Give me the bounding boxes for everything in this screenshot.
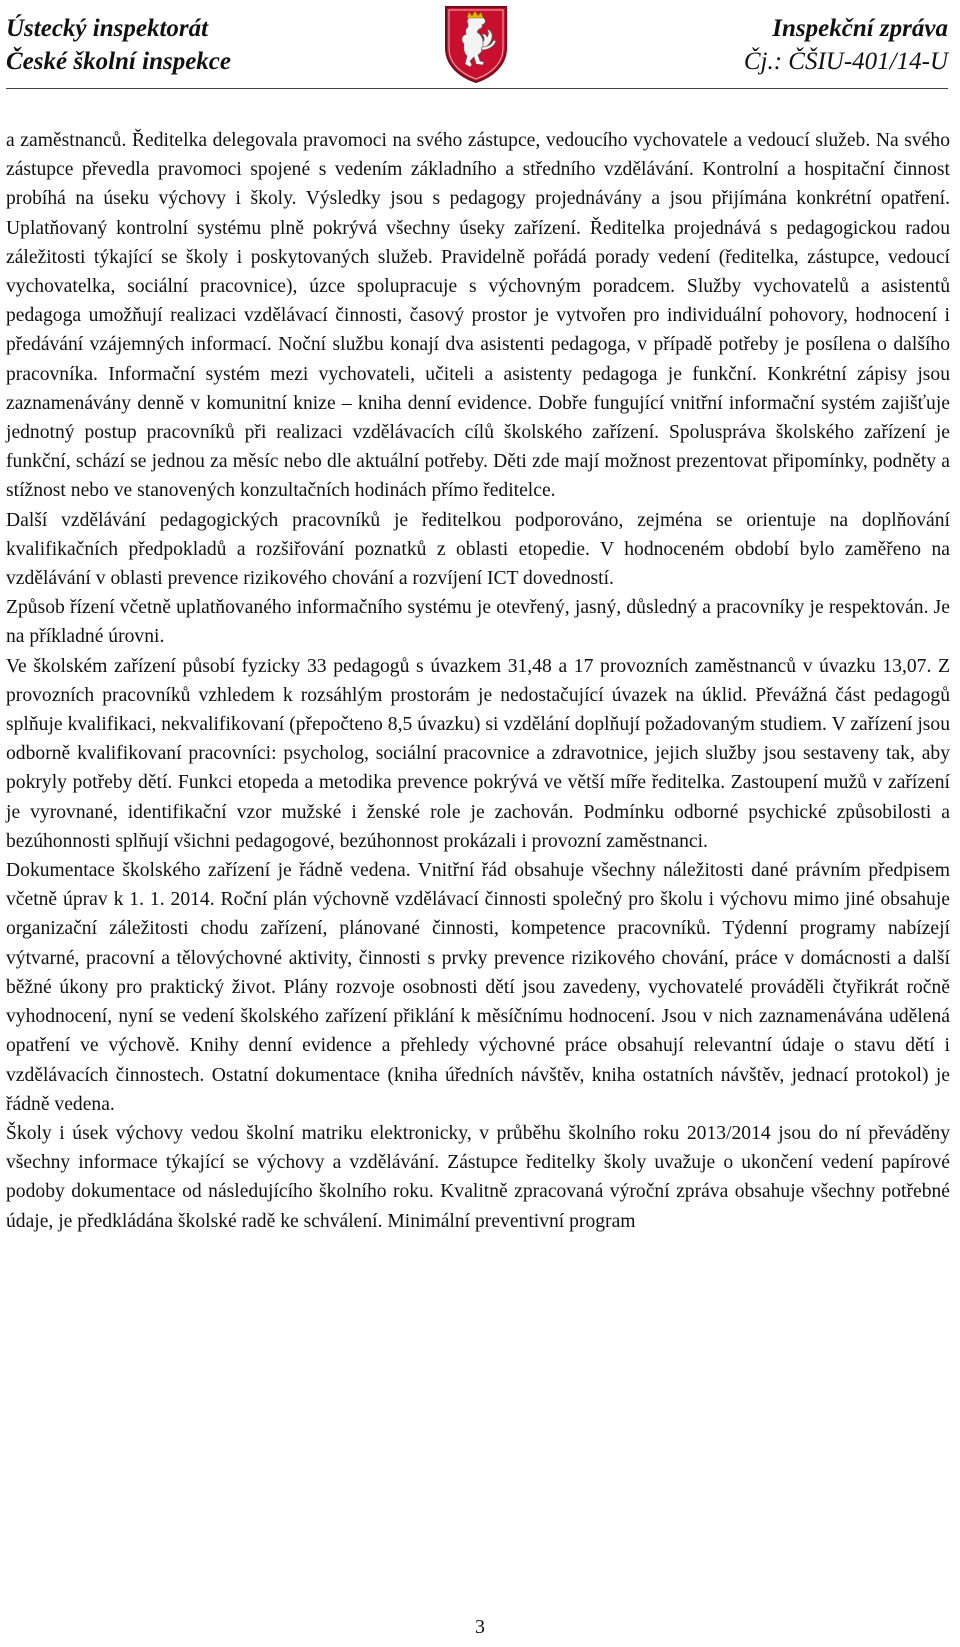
- page-header: [0, 0, 960, 86]
- report-body: [6, 126, 950, 1236]
- report-info: [744, 12, 948, 78]
- reference-number: Čj.: ČŠIU-401/14-U: [743, 48, 948, 75]
- paragraph: Způsob řízení včetně uplatňovaného informačního systému je otevřený, jasný, důsledný a pracovníky je respektován. Je na příkladné úrovni.: [6, 597, 950, 648]
- inspectorate-line1: Ústecký inspektorát: [6, 15, 209, 42]
- paragraph: a zaměstnanců. Ředitelka delegovala pravomoci na svého zástupce, vedoucího vychovatele a vedoucí služeb. Na svého zástupce převedla pravomoci spojené s vedením základního a středního vzdělávání. Kontrolní a hospitační činnost probíhá na úseku výchovy i školy. Výsledky jsou s pedagogy projednávány a jsou přijímána konkrétní opatření. Uplatňovaný kontrolní systému plně pokrývá všechny úseky zařízení. Ředitelka projednává s pedagogickou radou záležitosti týkající se školy i poskytovaných služeb. Pravidelně pořádá porady vedení (ředitelka, zástupce, vedoucí vychovatelka, sociální pracovnice), úzce spolupracuje s výchovným poradcem. Služby vychovatelů a asistentů pedagoga umožňují realizaci vzdělávací činnosti, časový prostor je vytvořen pro individuální pohovory, hodnocení i předávání vzájemných informací. Noční službu konají dva asistenti pedagoga, v případě potřeby je posílena o dalšího pracovníka. Informační systém mezi vychovateli, učiteli a asistenty pedagoga je funkční. Konkrétní zápisy jsou zaznamenávány denně v komunitní knize – kniha denní evidence. Dobře fungující vnitřní informační systém zajišťuje jednotný postup pracovníků při realizaci vzdělávacích cílů školského zařízení. Spolusprávа školského zařízení je funkční, schází se jednou za měsíc nebo dle aktuální potřeby. Děti zde mají možnost prezentovat připomínky, podněty a stížnost nebo ve stanovených konzultačních hodinách přímo ředitelce.: [6, 130, 950, 502]
- paragraph: Ve školském zařízení působí fyzicky 33 pedagogů s úvazkem 31,48 a 17 provozních zaměstnanců v úvazku 13,07. Z provozních pracovníků vzhledem k rozsáhlým prostorám je nedostačující úvazek na úklid. Převážná část pedagogů splňuje kvalifikaci, nekvalifikovaní (přepočteno 8,5 úvazku) si vzdělání doplňují požadovaným studiem. V zařízení jsou odborně kvalifikovaní pracovníci: psycholog, sociální pracovnice a zdravotnice, jejich služby jsou sestaveny tak, aby pokryly potřeby dětí. Funkci etopeda a metodika prevence pokrývá ve větší míře ředitelka. Zastoupení mužů v zařízení je vyrovnané, identifikační vzor mužské i ženské role je zachován. Podmínku odborné psychické způsobilosti a bezúhonnosti splňují všichni pedagogové, bezúhonnost prokázali i provozní zaměstnanci.: [6, 655, 950, 852]
- inspectorate-line2: České školní inspekce: [6, 48, 231, 75]
- paragraph: Dokumentace školského zařízení je řádně vedena. Vnitřní řád obsahuje všechny náležitosti dané právním předpisem včetně úprav k 1. 1. 2014. Roční plán výchovně vzdělávací činnosti společný pro školu i výchovu mimo jiné obsahuje organizační záležitosti chodu zařízení, plánované činnosti, kompetence pracovníků. Týdenní programy nabízejí výtvarné, pracovní a tělovýchovné aktivity, činnosti s prvky prevence rizikového chování, práce v domácnosti a další běžné úkony pro praktický život. Plány rozvoje osobnosti dětí jsou zavedeny, vychovatelé prováděli čtyřikrát ročně vyhodnocení, nyní se vedení školského zařízení přiklání k měsíčnímu hodnocení. Jsou v nich zaznamenávána udělená opatření ve výchově. Knihy denní evidence a přehledy výchovné práce obsahují relevantní údaje o stavu dětí i vzdělávacích činnostech. Ostatní dokumentace (kniha úředních návštěv, kniha ostatních návštěv, jednací protokol) je řádně vedena.: [6, 860, 950, 1115]
- paragraph: Další vzdělávání pedagogických pracovníků je ředitelkou podporováno, zejména se orientuje na doplňování kvalifikačních předpokladů a rozšiřování poznatků z oblasti etopedie. V hodnoceném období bylo zaměřeno na vzdělávání v oblasti prevence rizikového chování a rozvíjení ICT dovedností.: [6, 509, 950, 590]
- report-title: Inspekční zpráva: [772, 15, 948, 42]
- inspectorate-name: [6, 12, 231, 78]
- page-number: 3: [475, 1616, 485, 1638]
- czech-lion-coat-of-arms-icon: [443, 4, 509, 84]
- paragraph: Školy i úsek výchovy vedou školní matriku elektronicky, v průběhu školního roku 2013/2014 jsou do ní převáděny všechny informace týkající se výchovy a vzdělávání. Zástupce ředitelky školy uvažuje o ukončení vedení papírové podoby dokumentace od následujícího školního roku. Kvalitně zpracovaná výroční zpráva obsahuje všechny potřebné údaje, je předkládána školské radě ke schválení. Minimální preventivní program: [6, 1122, 950, 1232]
- header-divider: [6, 88, 948, 89]
